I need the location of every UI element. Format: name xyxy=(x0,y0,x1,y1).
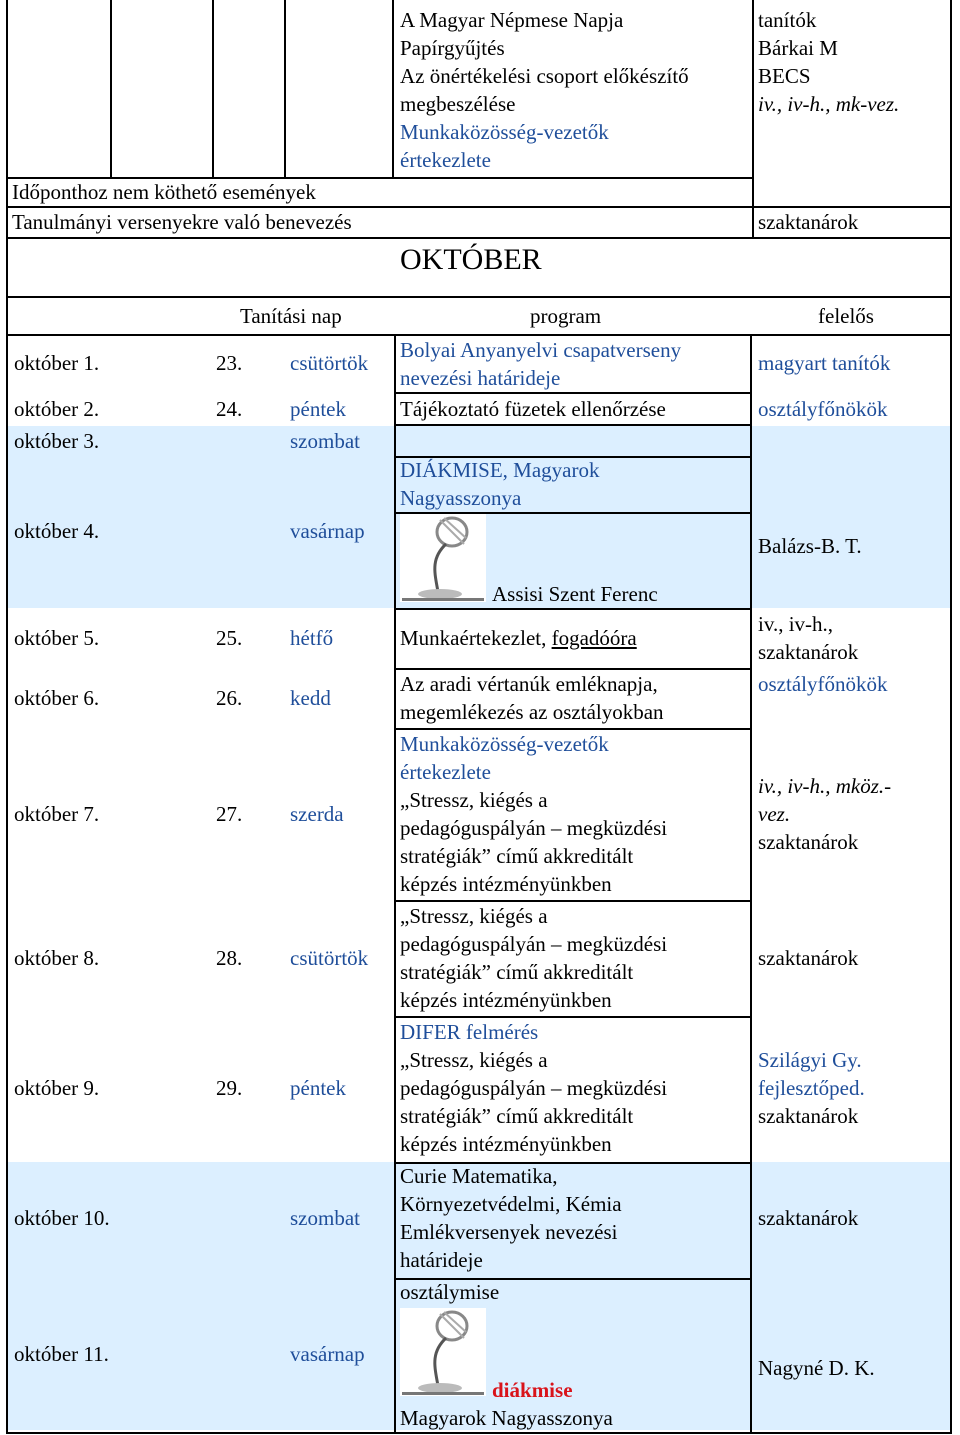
row-weekday: vasárnap xyxy=(290,1342,365,1366)
competitions-label: Tanulmányi versenyekre való benevezés xyxy=(12,210,352,234)
row-resp: fejlesztőped. xyxy=(758,1076,865,1100)
unscheduled-events-label: Időponthoz nem köthető események xyxy=(12,180,316,204)
row-program-line: diákmise xyxy=(492,1378,573,1402)
row-date: október 11. xyxy=(14,1342,109,1366)
row-date: október 6. xyxy=(14,686,100,710)
top-program-line: megbeszélése xyxy=(400,92,516,116)
row-weekday: hétfő xyxy=(290,626,334,650)
competitions-resp: szaktanárok xyxy=(758,210,859,234)
row-program-line: Assisi Szent Ferenc xyxy=(492,582,658,606)
row-resp: Balázs-B. T. xyxy=(758,534,862,558)
row-number: 29. xyxy=(216,1076,243,1100)
row-weekday: kedd xyxy=(290,686,331,710)
row-program-line: pedagóguspályán – megküzdési xyxy=(400,816,668,840)
row-number: 28. xyxy=(216,946,243,970)
row-weekday: péntek xyxy=(290,1076,346,1100)
row-bg-oct3 xyxy=(6,426,952,456)
header-program: program xyxy=(530,304,602,328)
row-resp: iv., iv-h., mköz.- xyxy=(758,774,892,798)
row-resp: vez. xyxy=(758,802,791,826)
row-program-line: megemlékezés az osztályokban xyxy=(400,700,664,724)
row-resp: Szilágyi Gy. xyxy=(758,1048,862,1072)
top-program-line: Papírgyűjtés xyxy=(400,36,505,60)
top-resp-line: Bárkai M xyxy=(758,36,838,60)
header-day: Tanítási nap xyxy=(240,304,342,328)
row-date: október 3. xyxy=(14,429,100,453)
row-program-line: Emlékversenyek nevezési xyxy=(400,1220,618,1244)
top-resp-line: iv., iv-h., mk-vez. xyxy=(758,92,900,116)
row-weekday: szerda xyxy=(290,802,344,826)
microphone-logo-icon xyxy=(400,514,486,602)
top-program-line: értekezlete xyxy=(400,148,491,172)
row-weekday: csütörtök xyxy=(290,946,369,970)
row-date: október 9. xyxy=(14,1076,100,1100)
row-date: október 8. xyxy=(14,946,100,970)
row-program-link[interactable]: fogadóóra xyxy=(551,626,637,650)
row-weekday: szombat xyxy=(290,1206,360,1230)
row-program-line: képzés intézményünkben xyxy=(400,1132,612,1156)
row-program-line: „Stressz, kiégés a xyxy=(400,1048,548,1072)
row-program-line: képzés intézményünkben xyxy=(400,988,612,1012)
row-program-line: nevezési határideje xyxy=(400,366,561,390)
row-resp: szaktanárok xyxy=(758,946,859,970)
row-program-line: DIÁKMISE, Magyarok xyxy=(400,458,600,482)
row-number: 26. xyxy=(216,686,243,710)
row-program-line xyxy=(400,624,637,652)
row-weekday: szombat xyxy=(290,429,360,453)
row-program-line: stratégiák” című akkreditált xyxy=(400,844,634,868)
row-program-line: Nagyasszonya xyxy=(400,486,522,510)
header-resp: felelős xyxy=(818,304,874,328)
top-program-line: A Magyar Népmese Napja xyxy=(400,8,624,32)
row-resp: szaktanárok xyxy=(758,1104,859,1128)
row-resp: osztályfőnökök xyxy=(758,397,888,421)
row-number: 27. xyxy=(216,802,243,826)
row-date: október 1. xyxy=(14,351,100,375)
row-program-line: Tájékoztató füzetek ellenőrzése xyxy=(400,397,666,421)
row-weekday: csütörtök xyxy=(290,351,369,375)
month-title: OKTÓBER xyxy=(400,243,542,276)
row-program-line: Magyarok Nagyasszonya xyxy=(400,1406,613,1430)
row-number: 24. xyxy=(216,397,243,421)
row-weekday: péntek xyxy=(290,397,346,421)
row-resp: szaktanárok xyxy=(758,640,859,664)
row-program-line: Az aradi vértanúk emléknapja, xyxy=(400,672,658,696)
microphone-logo-icon xyxy=(400,1308,486,1396)
row-program-line: Bolyai Anyanyelvi csapatverseny xyxy=(400,338,682,362)
row-date: október 10. xyxy=(14,1206,110,1230)
row-date: október 4. xyxy=(14,519,100,543)
row-number: 25. xyxy=(216,626,243,650)
row-program-line: DIFER felmérés xyxy=(400,1020,539,1044)
row-program-line: stratégiák” című akkreditált xyxy=(400,960,634,984)
row-weekday: vasárnap xyxy=(290,519,365,543)
top-program-line: Munkaközösség-vezetők xyxy=(400,120,609,144)
row-program-line: „Stressz, kiégés a xyxy=(400,904,548,928)
row-resp: szaktanárok xyxy=(758,1206,859,1230)
row-resp: szaktanárok xyxy=(758,830,859,854)
row-program-line: Környezetvédelmi, Kémia xyxy=(400,1192,622,1216)
row-date: október 5. xyxy=(14,626,100,650)
row-program-line: pedagóguspályán – megküzdési xyxy=(400,932,668,956)
row-program-line: „Stressz, kiégés a xyxy=(400,788,548,812)
row-number: 23. xyxy=(216,351,243,375)
row-resp: Nagyné D. K. xyxy=(758,1356,875,1380)
top-resp-line: BECS xyxy=(758,64,811,88)
row-resp: osztályfőnökök xyxy=(758,672,888,696)
row-resp: iv., iv-h., xyxy=(758,612,834,636)
row-program-line: értekezlete xyxy=(400,760,491,784)
row-date: október 7. xyxy=(14,802,100,826)
row-resp: magyart tanítók xyxy=(758,351,891,375)
row-program-line: Munkaközösség-vezetők xyxy=(400,732,609,756)
top-resp-line: tanítók xyxy=(758,8,817,32)
row-program-line: határideje xyxy=(400,1248,483,1272)
row-program-line: stratégiák” című akkreditált xyxy=(400,1104,634,1128)
row-program-text: Munkaértekezlet, xyxy=(400,626,552,650)
row-program-line: pedagóguspályán – megküzdési xyxy=(400,1076,668,1100)
row-program-line: osztálymise xyxy=(400,1280,500,1304)
top-program-line: Az önértékelési csoport előkészítő xyxy=(400,64,689,88)
row-program-line: képzés intézményünkben xyxy=(400,872,612,896)
row-program-line: Curie Matematika, xyxy=(400,1164,558,1188)
row-date: október 2. xyxy=(14,397,100,421)
